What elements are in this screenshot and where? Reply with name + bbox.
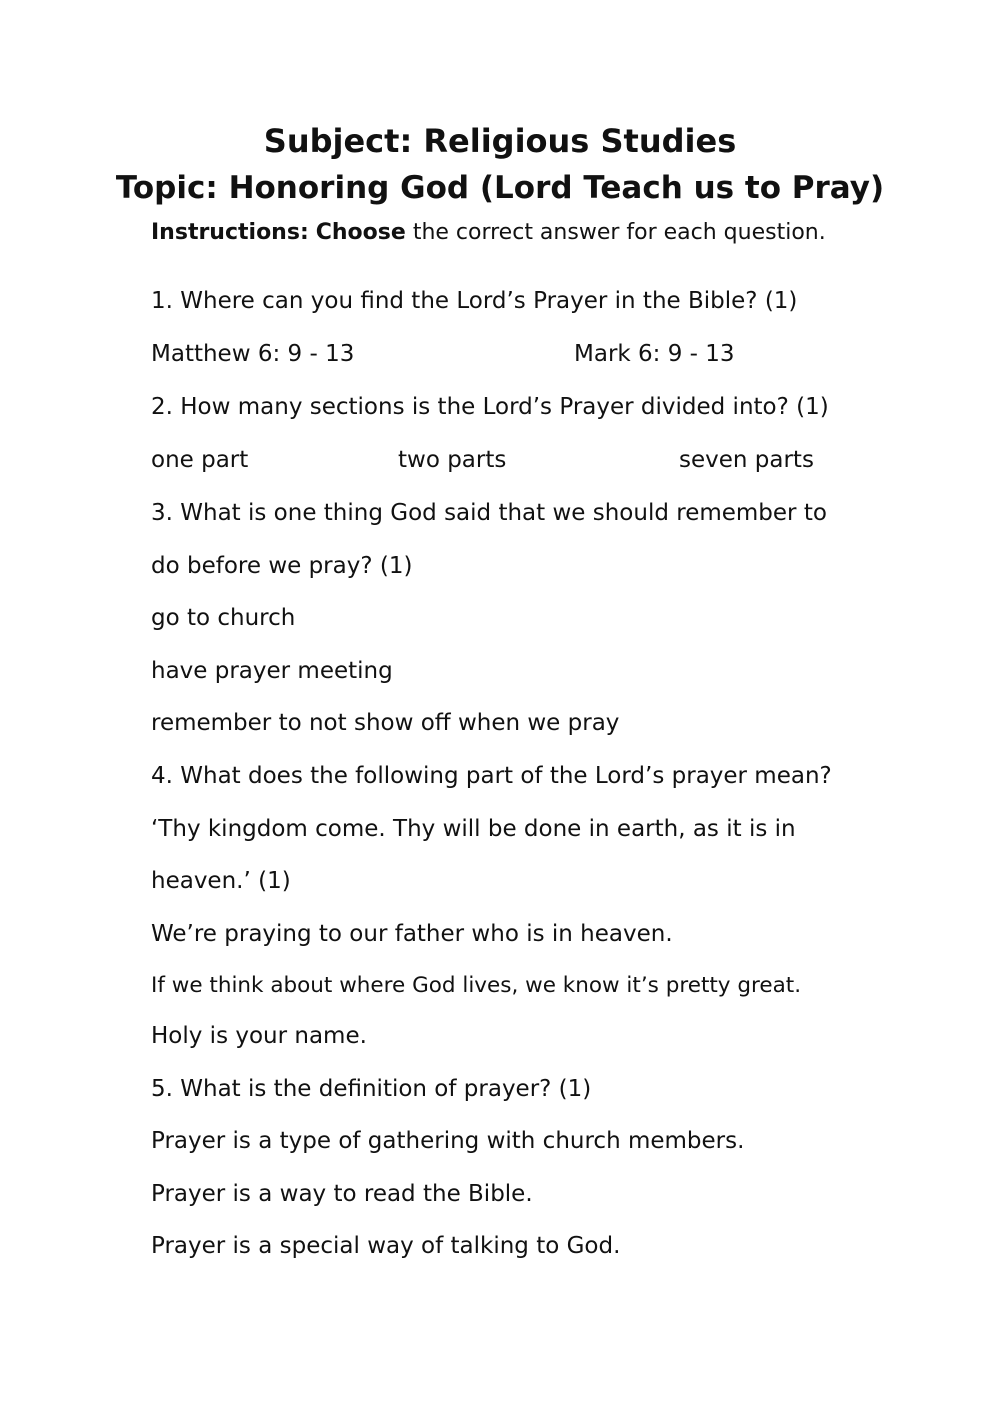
question-2: 2. How many sections is the Lord’s Prayer divided into? (1)	[151, 394, 829, 420]
q5-option-a[interactable]: Prayer is a type of gathering with church members.	[151, 1128, 745, 1154]
q4-option-b[interactable]: If we think about where God lives, we know it’s pretty great.	[151, 973, 802, 998]
q3-option-a[interactable]: go to church	[151, 605, 296, 631]
q5-option-c[interactable]: Prayer is a special way of talking to God.	[151, 1233, 621, 1259]
q4-option-c[interactable]: Holy is your name.	[151, 1023, 367, 1049]
q3-option-b[interactable]: have prayer meeting	[151, 658, 393, 684]
question-4-quote-line1: ‘Thy kingdom come. Thy will be done in earth, as it is in	[151, 816, 796, 842]
q4-option-a[interactable]: We’re praying to our father who is in heaven.	[151, 921, 673, 947]
q1-option-a[interactable]: Matthew 6: 9 - 13	[151, 341, 355, 367]
question-3-line1: 3. What is one thing God said that we should remember to	[151, 500, 827, 526]
instructions-text: the correct answer for each question.	[412, 220, 826, 245]
q2-option-a[interactable]: one part	[151, 447, 249, 473]
q3-option-c[interactable]: remember to not show off when we pray	[151, 710, 620, 736]
subject-title: Subject: Religious Studies	[263, 122, 737, 160]
q5-option-b[interactable]: Prayer is a way to read the Bible.	[151, 1181, 533, 1207]
question-3-line2: do before we pray? (1)	[151, 553, 413, 579]
question-4-quote-line2: heaven.’ (1)	[151, 868, 291, 894]
topic-title: Topic: Honoring God (Lord Teach us to Pray)	[115, 170, 885, 206]
question-1: 1. Where can you find the Lord’s Prayer in the Bible? (1)	[151, 288, 798, 314]
instructions	[151, 220, 826, 245]
q1-option-b[interactable]: Mark 6: 9 - 13	[574, 341, 735, 367]
instructions-choose: Choose	[315, 220, 406, 245]
q2-option-c[interactable]: seven parts	[679, 447, 814, 473]
question-5: 5. What is the definition of prayer? (1)	[151, 1076, 592, 1102]
question-4: 4. What does the following part of the Lord’s prayer mean?	[151, 763, 832, 789]
q2-option-b[interactable]: two parts	[398, 447, 507, 473]
instructions-label: Instructions:	[151, 220, 309, 245]
